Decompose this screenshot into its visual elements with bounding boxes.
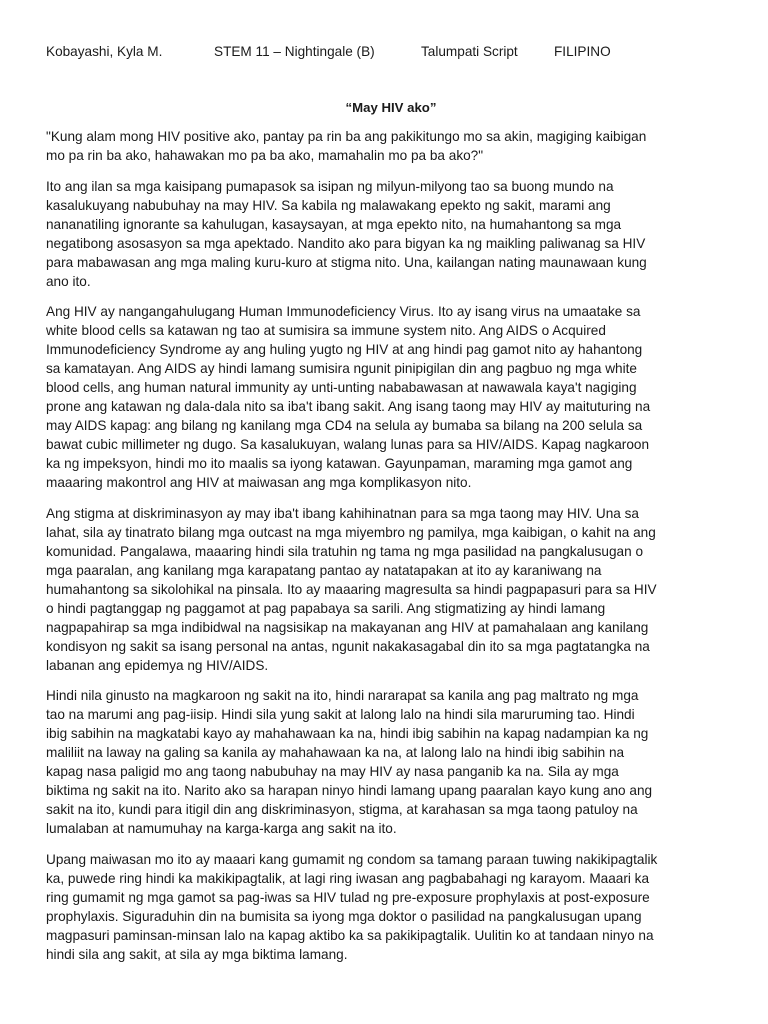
- text-line: Ang HIV ay nangangahulugang Human Immunodeficiency Virus. Ito ay isang virus na umaatake sa: [46, 304, 641, 319]
- subject-name: FILIPINO: [554, 44, 611, 59]
- text-line: Upang maiwasan mo ito ay maaari kang gumamit ng condom sa tamang paraan tuwing nakikipagtalik: [46, 851, 658, 867]
- document-header: [46, 44, 736, 64]
- text-line: hindi sila ang sakit, at sila ay mga biktima lamang.: [46, 946, 348, 962]
- text-line: biktima ng sakit na ito. Narito ako sa harapan ninyo hindi lamang upang paaralan kayo kung ano ang: [46, 783, 653, 798]
- text-line: humahantong sa sikolohikal na pinsala. Ito ay maaaring magresulta sa hindi pagpapasuri para sa HIV: [46, 581, 657, 597]
- text-line: bawat cubic millimeter ng dugo. Sa kasalukuyan, walang lunas para sa HIV/AIDS. Kapag nagkaroon: [46, 437, 650, 452]
- text-line: sakit na ito, kundi para itigil din ang diskriminasyon, stigma, at karahasan sa mga taong patuloy na: [46, 802, 638, 817]
- paragraph: [46, 302, 736, 492]
- text-line: white blood cells sa katawan ng tao at sumisira sa immune system nito. Ang AIDS o Acquired: [46, 323, 606, 338]
- text-line: prophylaxis. Siguraduhin din na bumisita sa iyong mga doktor o pasilidad na pangkalusugan upang: [46, 908, 642, 924]
- text-line: maaaring makontrol ang HIV at maiwasan ang mga komplikasyon nito.: [46, 475, 472, 490]
- class-section: STEM 11 – Nightingale (B): [214, 44, 375, 59]
- text-line: blood cells, ang human natural immunity ay unti-unting nababawasan at nawawala kaya't nagiging: [46, 380, 637, 395]
- text-line: lahat, sila ay tinatrato bilang mga outcast na mga miyembro ng pamilya, mga kaibigan, o kahit na ang: [46, 524, 656, 540]
- text-line: tao na marumi ang pag-iisip. Hindi sila yung sakit at lalong lalo na hindi sila maruruming tao. Hindi: [46, 707, 635, 722]
- document-type: Talumpati Script: [421, 44, 518, 59]
- text-line: prone ang katawan ng dala-dala nito sa iba't ibang sakit. Ang isang taong may HIV ay maituturing na: [46, 399, 651, 414]
- paragraph: [46, 850, 736, 964]
- text-line: mo pa rin ba ako, hahawakan mo pa ba ako, mamahalin mo pa ba ako?": [46, 148, 484, 163]
- author-name: Kobayashi, Kyla M.: [46, 44, 163, 59]
- speech-body: [46, 127, 736, 975]
- text-line: maliliit na laway na galing sa kanila ay mahahawaan ka na, at lalong lalo na hindi ibig sabihin na: [46, 745, 625, 760]
- text-line: kondisyon ng sakit sa isang personal na antas, ngunit nakakasagabal din ito sa mga pagtatangka na: [46, 638, 650, 654]
- text-line: nananatiling ignorante sa kahulugan, kasaysayan, at mga epekto nito, na humahantong sa mga: [46, 216, 622, 232]
- text-line: may AIDS kapag: ang bilang ng kanilang mga CD4 na selula ay bumaba sa bilang na 200 selula sa: [46, 418, 643, 433]
- text-line: sa kamatayan. Ang AIDS ay hindi lamang sumisira ngunit pinipigilan din ang pagbuo ng mga white: [46, 361, 637, 376]
- text-line: ring gumamit ng mga gamot sa pag-iwas sa HIV tulad ng pre-exposure prophylaxis at post-exposure: [46, 889, 650, 905]
- paragraph: [46, 127, 736, 165]
- text-line: labanan ang epidemya ng HIV/AIDS.: [46, 657, 269, 673]
- text-line: Hindi nila ginusto na magkaroon ng sakit na ito, hindi nararapat sa kanila ang pag maltrato ng mga: [46, 688, 639, 703]
- text-line: kapag nasa paligid mo ang taong nabubuhay na may HIV ay nasa panganib ka na. Sila ay mga: [46, 764, 619, 779]
- text-line: Ang stigma at diskriminasyon ay may iba't ibang kahihinatnan para sa mga taong may HIV. Una sa: [46, 505, 639, 521]
- text-line: lumalaban at namumuhay na karga-karga ang sakit na ito.: [46, 821, 397, 836]
- text-line: para mabawasan ang mga maling kuru-kuro at stigma nito. Una, kailangan nating maunawaan kung: [46, 254, 647, 270]
- paragraph: [46, 177, 736, 291]
- text-line: mga paaralan, ang kanilang mga karapatang pantao ay natatapakan at ito ay karaniwang na: [46, 562, 602, 578]
- text-line: "Kung alam mong HIV positive ako, pantay pa rin ba ang pakikitungo mo sa akin, magiging kaibigan: [46, 129, 647, 144]
- text-line: magpasuri paminsan-minsan lalo na kapag aktibo ka sa pakikipagtalik. Uulitin ko at tandaan ninyo na: [46, 927, 654, 943]
- text-line: nagpapahirap sa mga indibidwal na nagsisikap na makayanan ang HIV at pamahalaan ang kanilang: [46, 619, 649, 635]
- speech-title: “May HIV ako”: [345, 100, 437, 115]
- text-line: negatibong asosasyon sa mga apektado. Nandito ako para bigyan ka ng maikling paliwanag sa HIV: [46, 235, 646, 251]
- paragraph: [46, 504, 736, 675]
- text-line: Immunodeficiency Syndrome ay ang huling yugto ng HIV at ang hindi pag gamot nito ay hahantong: [46, 342, 643, 357]
- text-line: kasalukuyang nabubuhay na may HIV. Sa kabila ng malawakang epekto ng sakit, marami ang: [46, 197, 611, 213]
- text-line: o hindi pagtanggap ng paggamot at pag papabaya sa sarili. Ang stigmatizing ay hindi lamang: [46, 600, 606, 616]
- text-line: ka ng impeksyon, hindi mo ito maalis sa iyong katawan. Gayunpaman, maraming mga gamot ang: [46, 456, 633, 471]
- text-line: komunidad. Pangalawa, maaaring hindi sila tratuhin ng tama ng mga pasilidad na pangkalusugan o: [46, 543, 644, 559]
- text-line: ibig sabihin na magkatabi kayo ay mahahawaan ka na, hindi ibig sabihin na kapag nadampian ka ng: [46, 726, 649, 741]
- text-line: ka, puwede ring hindi ka makikipagtalik, at lagi ring iwasan ang pagbabahagi ng karayom. Maaari ka: [46, 870, 650, 886]
- text-line: ano ito.: [46, 273, 91, 289]
- paragraph: [46, 686, 736, 838]
- text-line: Ito ang ilan sa mga kaisipang pumapasok sa isipan ng milyun-milyong tao sa buong mundo na: [46, 178, 614, 194]
